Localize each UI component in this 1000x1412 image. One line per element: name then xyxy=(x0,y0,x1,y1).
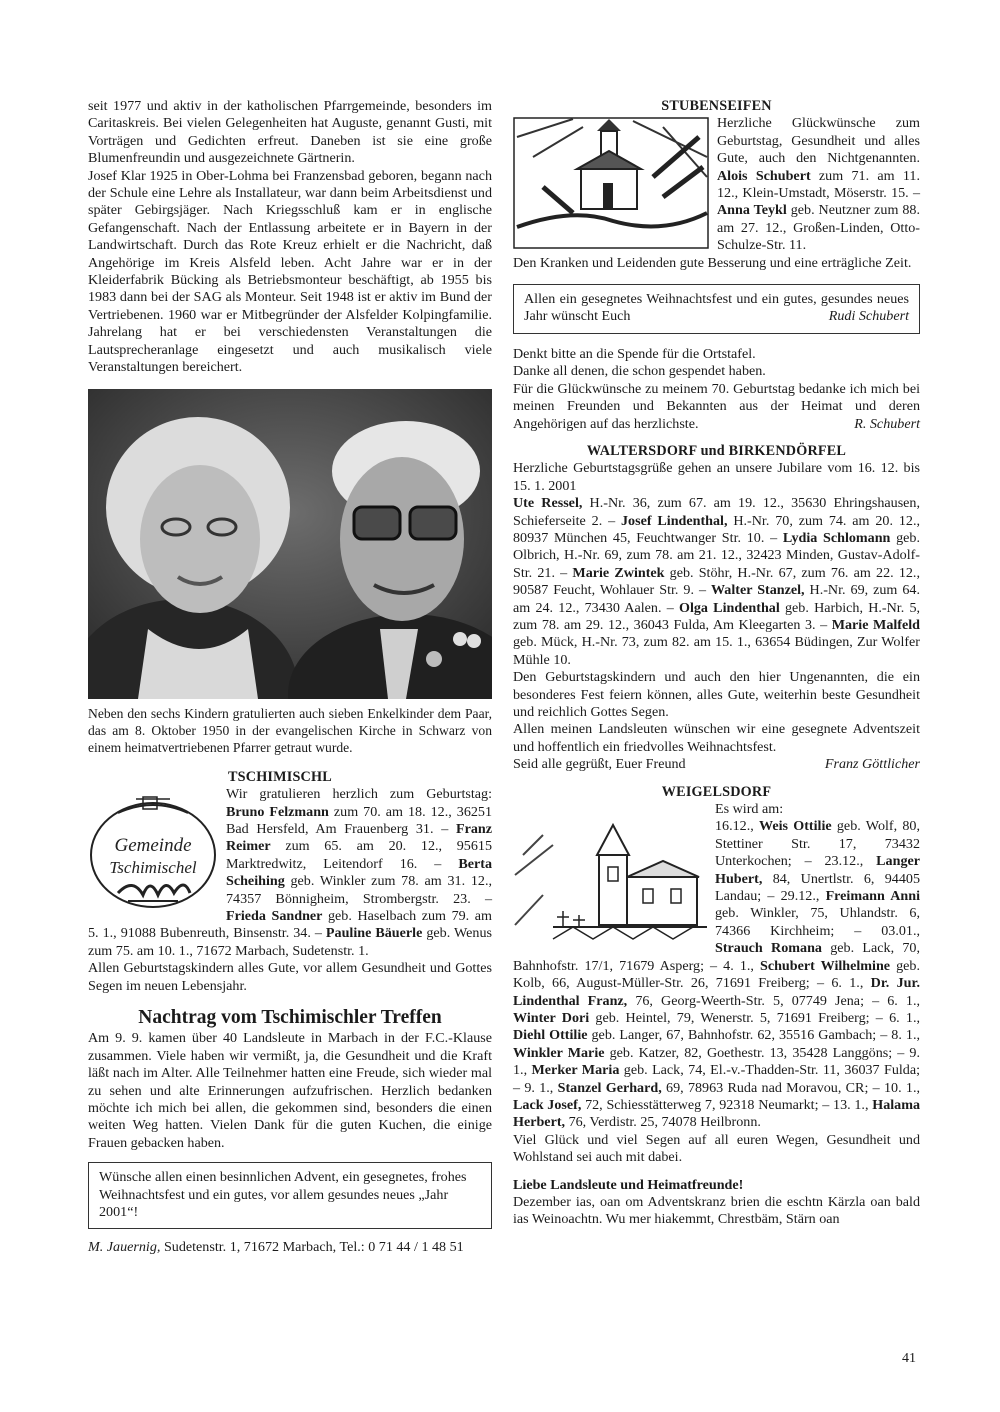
jubilar-details: geb. Heintel, 79, Wenerstr. 5, 71691 Freiberg; – 6. 1., xyxy=(589,1009,920,1026)
waltersdorf-intro: Herzliche Geburtstagsgrüße gehen an unsere Jubilare vom 16. 12. bis 15. 1. 2001 xyxy=(513,460,920,494)
jubilar-name: Alois Schubert xyxy=(717,167,811,184)
waltersdorf-greet xyxy=(513,756,920,773)
nachtrag-text: Am 9. 9. kamen über 40 Landsleute in Marbach in der F.C.-Klause zusammen. Viele haben wir vermißt, ja, die Gesundheit und die Kraft läßt nach im Alter. Alle Teilnehmer hatten eine Freude, sich wieder mal zu sehen und alte Erinnerungen aufzufrischen. Herzlich bedanken möchte ich mich bei allen, die gekommen sind, besonders die einen weiten Weg hatten. Vielen Dank für die guten Kuchen, die einige Frauen gebacken haben. xyxy=(88,1030,492,1151)
jubilar-details: geb. Langer, 67, Bahnhofstr. 62, 35516 Gambach; – 8. 1., xyxy=(587,1027,920,1044)
jubilar-name: Winter Dori xyxy=(513,1009,590,1026)
jubilar-details: 72, Schiesstätterweg 7, 92318 Neumarkt; – 13. 1., xyxy=(581,1096,873,1113)
photo-caption: Neben den sechs Kindern gratulierten auch sieben Enkelkinder dem Paar, das am 8. Oktober 1950 in der evangelischen Kirche in Schwarz von einem heimatvertriebenen Pfarrer getraut wurde. xyxy=(88,705,492,756)
svg-text:Tschimischel: Tschimischel xyxy=(109,858,197,878)
village-church-sketch-icon xyxy=(513,815,707,947)
jubilar-details: H.-Nr. 70, zum 74. am 20. 12., 80937 München 45, Feuchtwanger Str. 10. – xyxy=(513,512,921,546)
jubilar-details: geb. Winkler, 75, Uhlandstr. 6, 74366 Kirchheim; – 03.01., xyxy=(715,905,920,939)
jubilar-name: Lack Josef, xyxy=(513,1096,582,1113)
box-signature: Rudi Schubert xyxy=(828,308,909,325)
jubilar-name: Strauch Romana xyxy=(715,940,822,957)
danke-line: Danke all denen, die schon gespendet haben. xyxy=(513,363,766,380)
jubilar-details: H.-Nr. 69, zum 64. am 24. 12., 73430 Aalen. – xyxy=(513,582,920,616)
jubilar-name: Diehl Ottilie xyxy=(513,1027,588,1044)
waltersdorf-closing: Den Geburtstagskindern und auch den hier Ungenannten, die ein besonderes Fest feiern können, alles Gute, weiterhin beste Gesundheit und reichlich Gottes Segen. xyxy=(513,669,920,720)
jubilar-details: 76, Verdistr. 25, 74078 Heilbronn. xyxy=(565,1114,761,1131)
svg-text:Gemeinde: Gemeinde xyxy=(114,835,192,857)
jubilar-name: Freimann Anni xyxy=(825,888,920,905)
jubilar-details: geb. Winkler zum 78. am 31. 12., 74357 Bönnigheim, Strombergstr. 23. – xyxy=(226,873,492,907)
jubilar-details: geb. Olbrich, H.-Nr. 69, zum 78. am 21. 12., 32423 Minden, Gustav-Adolf-Str. 21. – xyxy=(513,529,921,581)
stubenseifen-title: STUBENSEIFEN xyxy=(661,98,772,114)
jubilar-details: geb. Lack, 74, El.-v.-Thadden-Str. 11, 36037 Fulda; – 9. 1., xyxy=(513,1062,921,1096)
jubilar-name: Marie Zwintek xyxy=(572,564,665,581)
birthday-thanks xyxy=(513,381,920,433)
jubilar-details: H.-Nr. 36, zum 67. am 19. 12., 35630 Ehringshausen, Schieferseite 2. – xyxy=(513,495,921,529)
jubilar-details: zum 71. am 11. 12., Klein-Umstadt, Möserstr. 15. – xyxy=(717,167,920,202)
tschimischl-body xyxy=(88,786,492,995)
jubilar-name: Olga Lindenthal xyxy=(678,599,780,616)
nachtrag-signature xyxy=(88,1239,492,1256)
jubilar-name: Berta Scheihing xyxy=(226,855,492,890)
tschimischl-title: TSCHIMISCHL xyxy=(228,768,332,785)
weigelsdorf-intro: Es wird am: xyxy=(715,801,784,818)
left-column xyxy=(88,98,492,1257)
greeting-text: Herzliche Glückwünsche zum Geburtstag, Gesundheit und alles Gute, auch den Nichtgenannten. xyxy=(717,115,920,167)
jubilar-name: Pauline Bäuerle xyxy=(325,925,423,942)
jubilar-name: Halama Herbert, xyxy=(513,1096,920,1131)
jubilar-name: Lydia Schlomann xyxy=(782,529,891,546)
date-text: 16.12., xyxy=(715,818,760,835)
jubilar-name: Franz Reimer xyxy=(226,820,492,855)
church-sketch-icon xyxy=(513,117,709,249)
nachtrag-title: Nachtrag vom Tschimischler Treffen xyxy=(138,1007,442,1028)
jubilar-name: Schubert Wilhelmine xyxy=(759,957,891,974)
jubilar-name: Josef Lindenthal, xyxy=(620,512,728,529)
waltersdorf-list xyxy=(513,495,920,669)
gemeinde-seal-icon xyxy=(88,789,218,911)
jubilar-details: zum 70. am 18. 12., 36251 Bad Hersfeld, Am Frauenberg 31. – xyxy=(226,803,493,837)
christmas-greeting-text xyxy=(524,291,909,326)
signature-name: M. Jauernig, xyxy=(88,1239,161,1256)
jubilar-details: geb. Harbich, H.-Nr. 5, zum 78. am 29. 12., 36043 Fulda, Am Kleegarten 3. – xyxy=(513,599,921,633)
jubilar-details: geb. Mück, H.-Nr. 73, zum 82. am 15. 1., 63654 Büdingen, Zur Wolfer Mühle 10. xyxy=(513,634,920,668)
jubilar-details: geb. Wenus zum 75. am 10. 1., 71672 Marbach, Sudetenstr. 1. xyxy=(88,925,492,959)
advent-greeting-text: Wünsche allen einen besinnlichen Advent, ein gesegnetes, frohes Weihnachtsfest und ein gutes, vor allem gesundes neues „Jahr 2001“! xyxy=(99,1169,467,1221)
jubilar-details: geb. Lack, 70, Bahnhofstr. 17/1, 71679 Asperg; – 4. 1., xyxy=(513,940,920,974)
jubilar-details: 84, Unertlstr. 6, 94405 Landau; – 29.12., xyxy=(715,870,920,905)
jubilar-name: Anna Teykl xyxy=(717,202,787,219)
heimatfreunde-heading xyxy=(513,1177,920,1194)
jubilar-name: Weis Ottilie xyxy=(759,818,832,835)
heimatfreunde-heading-text: Liebe Landsleute und Heimatfreunde! xyxy=(513,1176,744,1193)
paragraph-josef-klar: Josef Klar 1925 in Ober-Lohma bei Franzensbad geboren, begann nach der Schule eine Lehre als Installateur, war dann beim Arbeitsdienst und später Gebirgsjäger. Nach Kriegsschluß kam er in englische Gefangenschaft. Nach der Entlassung arbeitete er in Bayern in der Landwirtschaft. Durch das Rote Kreuz erhielt er die Nachricht, daß Angehörige im Kreis Alsfeld leben. Acht Jahre war er in der Kleiderfabrik Bücking als Betriebsmonteur beschäftigt, ab 1955 bis 1983 dann bei der SAG als Monteur. Seit 1948 ist er aktiv im Bund der Vertriebenen. 1960 war er Mitbegründer der Alsfelder Kolpingfamilie. Jahrelang hat er bei verschiedensten Veranstaltungen die Lautsprecheranlage eingesetzt und auch musikalisch viele Veranstaltungen bereichert. xyxy=(88,167,492,376)
waltersdorf-closing-2: Allen meinen Landsleuten wünschen wir eine gesegnete Adventszeit und hoffentlich ein friedvolles Weihnachtsfest. xyxy=(513,721,920,755)
right-column xyxy=(513,98,920,1229)
jubilar-name: Walter Stanzel, xyxy=(710,582,805,599)
page-number: 41 xyxy=(902,1351,916,1366)
jubilar-name: Merker Maria xyxy=(531,1062,620,1079)
jubilar-details: zum 65. am 20. 12., 95615 Marktredwitz, Leitendorf 16. – xyxy=(226,838,492,872)
weigelsdorf-closing: Viel Glück und viel Segen auf all euren Wegen, Gesundheit und Wohlstand sei auch mit dabei. xyxy=(513,1131,920,1166)
greet-text: Seid alle gegrüßt, Euer Freund xyxy=(513,756,686,773)
paragraph-gusti: seit 1977 und aktiv in der katholischen Pfarrgemeinde, besonders im Caritaskreis. Bei vielen Gelegenheiten hat Auguste, genannt Gusti, mit Vorträgen und Gedichten erfreut. Daneben ist sie eine große Blumenfreundin und ausgezeichnete Gärtnerin. xyxy=(88,98,492,167)
jubilar-details: 76, Georg-Weerth-Str. 5, 07749 Jena; – 6. 1., xyxy=(627,992,920,1009)
jubilar-details: geb. Wolf, 80, Stettiner Str. 17, 73432 Unterkochen; – 23.12., xyxy=(715,818,920,870)
jubilar-name: Langer Hubert, xyxy=(715,853,920,887)
tschimischl-closing: Allen Geburtstagskindern alles Gute, vor allem Gesundheit und Gottes Segen im neuen Lebensjahr. xyxy=(88,960,492,994)
greeting-text: Allen ein gesegnetes Weihnachtsfest und ein gutes, gesundes neues Jahr wünscht Euch xyxy=(524,291,909,325)
tschimischl-intro: Wir gratulieren herzlich zum Geburtstag: xyxy=(226,786,492,803)
jubilar-details: geb. Stöhr, H.-Nr. 67, zum 76. am 22. 12., 90587 Feucht, Wohlauer Str. 9. – xyxy=(513,564,920,599)
jubilar-name: Stanzel Gerhard, xyxy=(557,1079,662,1096)
jubilar-name: Frieda Sandner xyxy=(226,907,323,924)
jubilar-name: Marie Malfeld xyxy=(831,616,920,633)
jubilar-name: Dr. Jur. Lindenthal Franz, xyxy=(513,975,920,1009)
weigelsdorf-title: WEIGELSDORF xyxy=(661,783,772,800)
spende-line: Denkt bitte an die Spende für die Ortstafel. xyxy=(513,345,756,362)
jubilar-name: Ute Ressel, xyxy=(513,495,583,512)
stubenseifen-get-well: Den Kranken und Leidenden gute Besserung und eine erträgliche Zeit. xyxy=(513,254,912,271)
advent-greeting-box xyxy=(88,1162,492,1229)
tschimischl-section xyxy=(88,769,492,786)
jubilar-details: geb. Kolb, 66, August-Müller-Str. 26, 71691 Freiberg; – 6. 1., xyxy=(513,957,920,992)
waltersdorf-title: WALTERSDORF und BIRKENDÖRFEL xyxy=(586,442,847,459)
jubilar-details: 69, 78963 Ruda nad Moravou, CR; – 10. 1., xyxy=(661,1079,921,1096)
christmas-greeting-box xyxy=(513,284,920,334)
jubilar-name: Bruno Felzmann xyxy=(226,803,329,820)
jubilar-details: geb. Katzer, 82, Goethestr. 13, 35428 Langgöns; – 9. 1., xyxy=(513,1044,920,1079)
greet-signature: Franz Göttlicher xyxy=(824,756,920,773)
couple-photo-image xyxy=(88,389,492,699)
signature-address: Sudetenstr. 1, 71672 Marbach, Tel.: 0 71 44 / 1 48 51 xyxy=(160,1239,464,1256)
thanks-text: Für die Glückwünsche zu meinem 70. Geburtstag bedanke ich mich bei meinen Freunden und Bekannten aus der Heimat und deren Angehörigen auf das herzlichste. xyxy=(513,380,920,432)
jubilar-details: geb. Haselbach zum 79. am 5. 1., 91088 Bubenreuth, Binsenstr. 34. – xyxy=(88,907,492,942)
couple-photo xyxy=(88,389,492,699)
thanks-signature: R. Schubert xyxy=(854,415,920,432)
dialect-paragraph: Dezember ias, oan om Adventskranz brien die eschtn Kärzla oan bald ias Weinoachtn. Wu mer hiakemmt, Chrestbäm, Stärn oan xyxy=(513,1193,920,1228)
jubilar-name: Winkler Marie xyxy=(513,1044,605,1061)
jubilar-details: geb. Neutzner zum 88. am 27. 12., Großen-Linden, Otto-Schulze-Str. 11. xyxy=(717,202,920,254)
